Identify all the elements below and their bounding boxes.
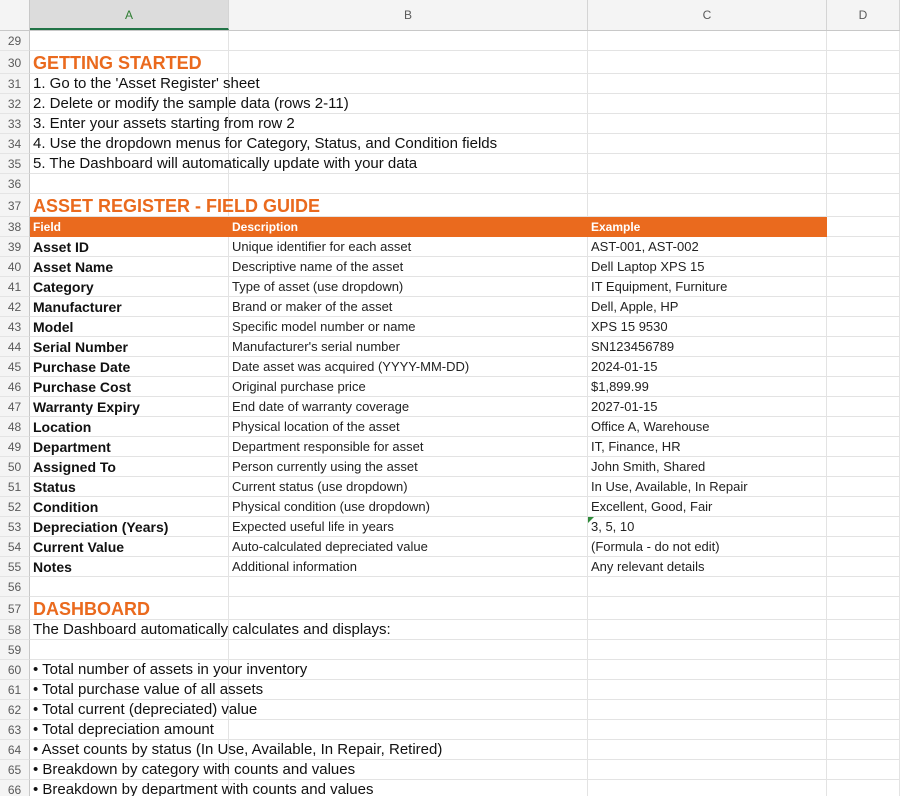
cell[interactable]	[827, 74, 900, 94]
sheet-row	[0, 237, 900, 257]
sheet-row	[0, 660, 900, 680]
row-number[interactable]: 31	[0, 74, 30, 94]
field-description[interactable]: Auto-calculated depreciated value	[229, 537, 588, 557]
cell[interactable]	[827, 154, 900, 174]
cell[interactable]	[30, 640, 229, 660]
row-number[interactable]: 37	[0, 194, 30, 217]
sheet-row	[0, 337, 900, 357]
cell[interactable]	[827, 377, 900, 397]
cell[interactable]	[827, 317, 900, 337]
cell[interactable]	[30, 31, 229, 51]
field-name[interactable]: Department	[30, 437, 229, 457]
row-number[interactable]: 55	[0, 557, 30, 577]
header-description[interactable]: Description	[229, 217, 588, 237]
cell[interactable]	[588, 154, 827, 174]
cell[interactable]	[827, 174, 900, 194]
field-example[interactable]	[588, 237, 827, 257]
cell[interactable]	[827, 457, 900, 477]
field-example-text: XPS 15 9530	[591, 319, 668, 334]
step-4: 4. Use the dropdown menus for Category, Status, and Condition fields	[33, 135, 498, 152]
field-example[interactable]	[588, 517, 827, 537]
field-example-text: (Formula - do not edit)	[591, 539, 720, 554]
row-number[interactable]: 65	[0, 760, 30, 780]
cell[interactable]	[827, 114, 900, 134]
row-number[interactable]: 45	[0, 357, 30, 377]
step-5: 5. The Dashboard will automatically update with your data	[33, 155, 418, 172]
row-number[interactable]: 51	[0, 477, 30, 497]
sheet-row	[0, 174, 900, 194]
cell[interactable]	[827, 134, 900, 154]
sheet-row	[0, 217, 900, 237]
sheet-row	[0, 114, 900, 134]
field-description[interactable]: Current status (use dropdown)	[229, 477, 588, 497]
step-1: 1. Go to the 'Asset Register' sheet	[33, 75, 260, 92]
sheet-row	[0, 94, 900, 114]
dashboard-bullet-3: • Total current (depreciated) value	[33, 701, 258, 718]
dashboard-title: DASHBOARD	[33, 599, 150, 619]
cell[interactable]	[827, 397, 900, 417]
sheet-row	[0, 720, 900, 740]
sheet-row	[0, 577, 900, 597]
cell[interactable]	[588, 194, 827, 217]
dashboard-bullet-2: • Total purchase value of all assets	[33, 681, 264, 698]
sheet-row	[0, 357, 900, 377]
dashboard-bullet-6: • Breakdown by category with counts and values	[33, 761, 356, 778]
row-number[interactable]: 40	[0, 257, 30, 277]
field-example-text: Any relevant details	[591, 559, 705, 574]
sheet-row	[0, 154, 900, 174]
cell[interactable]	[827, 680, 900, 700]
header-example[interactable]: Example	[588, 217, 827, 237]
cell[interactable]	[827, 437, 900, 457]
dashboard-intro: The Dashboard automatically calculates and displays:	[33, 621, 391, 638]
sheet-row	[0, 437, 900, 457]
cell[interactable]	[827, 477, 900, 497]
row-number[interactable]: 62	[0, 700, 30, 720]
row-number[interactable]: 48	[0, 417, 30, 437]
row-number[interactable]: 39	[0, 237, 30, 257]
cell[interactable]	[588, 134, 827, 154]
cell[interactable]	[827, 31, 900, 51]
sheet-row	[0, 377, 900, 397]
cell[interactable]	[588, 780, 827, 796]
field-description[interactable]: Physical condition (use dropdown)	[229, 497, 588, 517]
field-name[interactable]: Purchase Cost	[30, 377, 229, 397]
field-description[interactable]: Brand or maker of the asset	[229, 297, 588, 317]
cell[interactable]	[229, 31, 588, 51]
field-example[interactable]	[588, 357, 827, 377]
cell[interactable]	[827, 620, 900, 640]
field-example-text: Dell Laptop XPS 15	[591, 259, 705, 274]
sheet-row	[0, 497, 900, 517]
field-description[interactable]: Expected useful life in years	[229, 517, 588, 537]
cell[interactable]	[30, 577, 229, 597]
sheet-row	[0, 640, 900, 660]
cell[interactable]	[827, 597, 900, 620]
cell[interactable]	[588, 720, 827, 740]
cell[interactable]	[588, 760, 827, 780]
row-number[interactable]: 36	[0, 174, 30, 194]
row-number[interactable]: 63	[0, 720, 30, 740]
field-name[interactable]: Status	[30, 477, 229, 497]
sheet-row	[0, 317, 900, 337]
row-number[interactable]: 46	[0, 377, 30, 397]
row-number[interactable]: 58	[0, 620, 30, 640]
row-number[interactable]: 32	[0, 94, 30, 114]
select-all-corner[interactable]	[0, 0, 30, 30]
step-3: 3. Enter your assets starting from row 2	[33, 115, 295, 132]
row-number[interactable]: 35	[0, 154, 30, 174]
field-name[interactable]: Condition	[30, 497, 229, 517]
cell[interactable]	[827, 297, 900, 317]
cell[interactable]	[827, 51, 900, 74]
sheet-row	[0, 680, 900, 700]
row-number[interactable]: 29	[0, 31, 30, 51]
row-number[interactable]: 52	[0, 497, 30, 517]
cell[interactable]	[229, 174, 588, 194]
field-name[interactable]: Serial Number	[30, 337, 229, 357]
cell[interactable]	[827, 217, 900, 237]
cell[interactable]	[588, 74, 827, 94]
cell[interactable]	[827, 740, 900, 760]
cell[interactable]	[229, 640, 588, 660]
header-field[interactable]: Field	[30, 217, 229, 237]
field-example[interactable]	[588, 377, 827, 397]
field-name[interactable]: Assigned To	[30, 457, 229, 477]
field-example[interactable]	[588, 477, 827, 497]
cell[interactable]	[229, 720, 588, 740]
row-number[interactable]: 49	[0, 437, 30, 457]
cell[interactable]	[827, 557, 900, 577]
cell[interactable]	[229, 700, 588, 720]
cell[interactable]	[827, 277, 900, 297]
field-description[interactable]: Original purchase price	[229, 377, 588, 397]
sheet-row	[0, 397, 900, 417]
sheet-row	[0, 740, 900, 760]
field-example-text: 2024-01-15	[591, 359, 658, 374]
field-example[interactable]	[588, 537, 827, 557]
cell[interactable]	[827, 517, 900, 537]
field-example-text: In Use, Available, In Repair	[591, 479, 748, 494]
cell[interactable]	[827, 337, 900, 357]
row-number[interactable]: 30	[0, 51, 30, 74]
row-number[interactable]: 66	[0, 780, 30, 796]
field-example-text: 2027-01-15	[591, 399, 658, 414]
dashboard-bullet-1: • Total number of assets in your inventory	[33, 661, 308, 678]
sheet-row	[0, 297, 900, 317]
cell[interactable]	[229, 597, 588, 620]
field-example-text: IT Equipment, Furniture	[591, 279, 728, 294]
sheet-row	[0, 557, 900, 577]
row-number[interactable]: 53	[0, 517, 30, 537]
field-name[interactable]: Location	[30, 417, 229, 437]
field-example-text: SN123456789	[591, 339, 675, 354]
cell[interactable]	[229, 74, 588, 94]
sheet-row	[0, 74, 900, 94]
field-name[interactable]: Warranty Expiry	[30, 397, 229, 417]
cell[interactable]	[588, 620, 827, 640]
cell[interactable]	[827, 660, 900, 680]
row-number[interactable]: 38	[0, 217, 30, 237]
field-name[interactable]: Purchase Date	[30, 357, 229, 377]
field-example[interactable]	[588, 297, 827, 317]
field-example-text: Dell, Apple, HP	[591, 299, 679, 314]
cell[interactable]	[588, 700, 827, 720]
field-example[interactable]	[588, 457, 827, 477]
sheet-row	[0, 457, 900, 477]
field-example[interactable]	[588, 557, 827, 577]
cell[interactable]	[588, 597, 827, 620]
row-number[interactable]: 47	[0, 397, 30, 417]
row-number[interactable]: 56	[0, 577, 30, 597]
field-name[interactable]: Current Value	[30, 537, 229, 557]
cell[interactable]	[827, 780, 900, 796]
cell[interactable]	[827, 700, 900, 720]
cell[interactable]	[588, 114, 827, 134]
cell[interactable]	[827, 640, 900, 660]
field-example-text: IT, Finance, HR	[591, 439, 681, 454]
dashboard-bullet-7: • Breakdown by department with counts and values	[33, 781, 374, 796]
sheet-row	[0, 597, 900, 620]
row-number[interactable]: 64	[0, 740, 30, 760]
field-guide-title: ASSET REGISTER - FIELD GUIDE	[33, 196, 321, 216]
row-number[interactable]: 43	[0, 317, 30, 337]
field-name[interactable]: Model	[30, 317, 229, 337]
sheet-row	[0, 760, 900, 780]
field-description[interactable]: Manufacturer's serial number	[229, 337, 588, 357]
row-number[interactable]: 61	[0, 680, 30, 700]
row-number[interactable]: 42	[0, 297, 30, 317]
cell[interactable]	[827, 537, 900, 557]
field-name[interactable]: Asset Name	[30, 257, 229, 277]
cell[interactable]	[588, 660, 827, 680]
column-header-d[interactable]: D	[827, 0, 900, 30]
column-header-c[interactable]: C	[588, 0, 827, 30]
field-name[interactable]: Manufacturer	[30, 297, 229, 317]
cell[interactable]	[229, 577, 588, 597]
field-example[interactable]	[588, 497, 827, 517]
field-example-text: $1,899.99	[591, 379, 649, 394]
cell[interactable]	[588, 577, 827, 597]
cell[interactable]	[229, 51, 588, 74]
field-description[interactable]: Descriptive name of the asset	[229, 257, 588, 277]
row-number[interactable]: 60	[0, 660, 30, 680]
grid-rows	[0, 31, 900, 796]
cell[interactable]	[588, 680, 827, 700]
cell[interactable]	[827, 257, 900, 277]
cell[interactable]	[827, 194, 900, 217]
field-example-text: John Smith, Shared	[591, 459, 706, 474]
cell[interactable]	[588, 51, 827, 74]
sheet-row	[0, 31, 900, 51]
cell[interactable]	[588, 640, 827, 660]
cell[interactable]	[827, 357, 900, 377]
field-description[interactable]: Type of asset (use dropdown)	[229, 277, 588, 297]
dashboard-bullet-5: • Asset counts by status (In Use, Available, In Repair, Retired)	[33, 741, 443, 758]
field-description[interactable]: End date of warranty coverage	[229, 397, 588, 417]
field-description[interactable]: Department responsible for asset	[229, 437, 588, 457]
step-2: 2. Delete or modify the sample data (rows 2-11)	[33, 95, 349, 112]
sheet-row	[0, 477, 900, 497]
field-example[interactable]	[588, 417, 827, 437]
field-description[interactable]: Specific model number or name	[229, 317, 588, 337]
field-description[interactable]: Person currently using the asset	[229, 457, 588, 477]
field-example-text: Office A, Warehouse	[591, 419, 710, 434]
sheet-row	[0, 257, 900, 277]
cell[interactable]	[827, 760, 900, 780]
field-description[interactable]: Unique identifier for each asset	[229, 237, 588, 257]
cell[interactable]	[588, 31, 827, 51]
row-number[interactable]: 50	[0, 457, 30, 477]
cell[interactable]	[827, 497, 900, 517]
field-example[interactable]	[588, 277, 827, 297]
cell[interactable]	[229, 680, 588, 700]
field-name[interactable]: Category	[30, 277, 229, 297]
cell[interactable]	[827, 417, 900, 437]
sheet-row	[0, 194, 900, 217]
cell[interactable]	[588, 174, 827, 194]
column-header-bar	[0, 0, 900, 31]
sheet-row	[0, 620, 900, 640]
cell[interactable]	[588, 94, 827, 114]
cell[interactable]	[827, 720, 900, 740]
sheet-row	[0, 134, 900, 154]
field-name[interactable]: Depreciation (Years)	[30, 517, 229, 537]
field-example-text: Excellent, Good, Fair	[591, 499, 713, 514]
field-example-text: 3, 5, 10	[591, 519, 635, 534]
sheet-row	[0, 780, 900, 796]
cell[interactable]	[827, 577, 900, 597]
field-description[interactable]: Additional information	[229, 557, 588, 577]
row-number[interactable]: 54	[0, 537, 30, 557]
row-number[interactable]: 44	[0, 337, 30, 357]
sheet-row	[0, 417, 900, 437]
field-example[interactable]	[588, 257, 827, 277]
cell[interactable]	[827, 94, 900, 114]
field-example[interactable]	[588, 337, 827, 357]
field-name[interactable]: Notes	[30, 557, 229, 577]
field-example[interactable]	[588, 397, 827, 417]
getting-started-title: GETTING STARTED	[33, 53, 202, 73]
row-number[interactable]: 34	[0, 134, 30, 154]
sheet-row	[0, 537, 900, 557]
row-number[interactable]: 33	[0, 114, 30, 134]
row-number[interactable]: 59	[0, 640, 30, 660]
cell[interactable]	[827, 237, 900, 257]
field-name[interactable]: Asset ID	[30, 237, 229, 257]
cell[interactable]	[30, 174, 229, 194]
dashboard-bullet-4: • Total depreciation amount	[33, 721, 214, 738]
row-number[interactable]: 57	[0, 597, 30, 620]
field-example-text: AST-001, AST-002	[591, 239, 699, 254]
field-example[interactable]	[588, 317, 827, 337]
field-description[interactable]: Date asset was acquired (YYYY-MM-DD)	[229, 357, 588, 377]
sheet-row	[0, 517, 900, 537]
field-example[interactable]	[588, 437, 827, 457]
sheet-row	[0, 700, 900, 720]
sheet-row	[0, 277, 900, 297]
cell[interactable]	[588, 740, 827, 760]
column-header-b[interactable]: B	[229, 0, 588, 30]
field-description[interactable]: Physical location of the asset	[229, 417, 588, 437]
column-header-a[interactable]: A	[30, 0, 229, 30]
row-number[interactable]: 41	[0, 277, 30, 297]
sheet-row	[0, 51, 900, 74]
